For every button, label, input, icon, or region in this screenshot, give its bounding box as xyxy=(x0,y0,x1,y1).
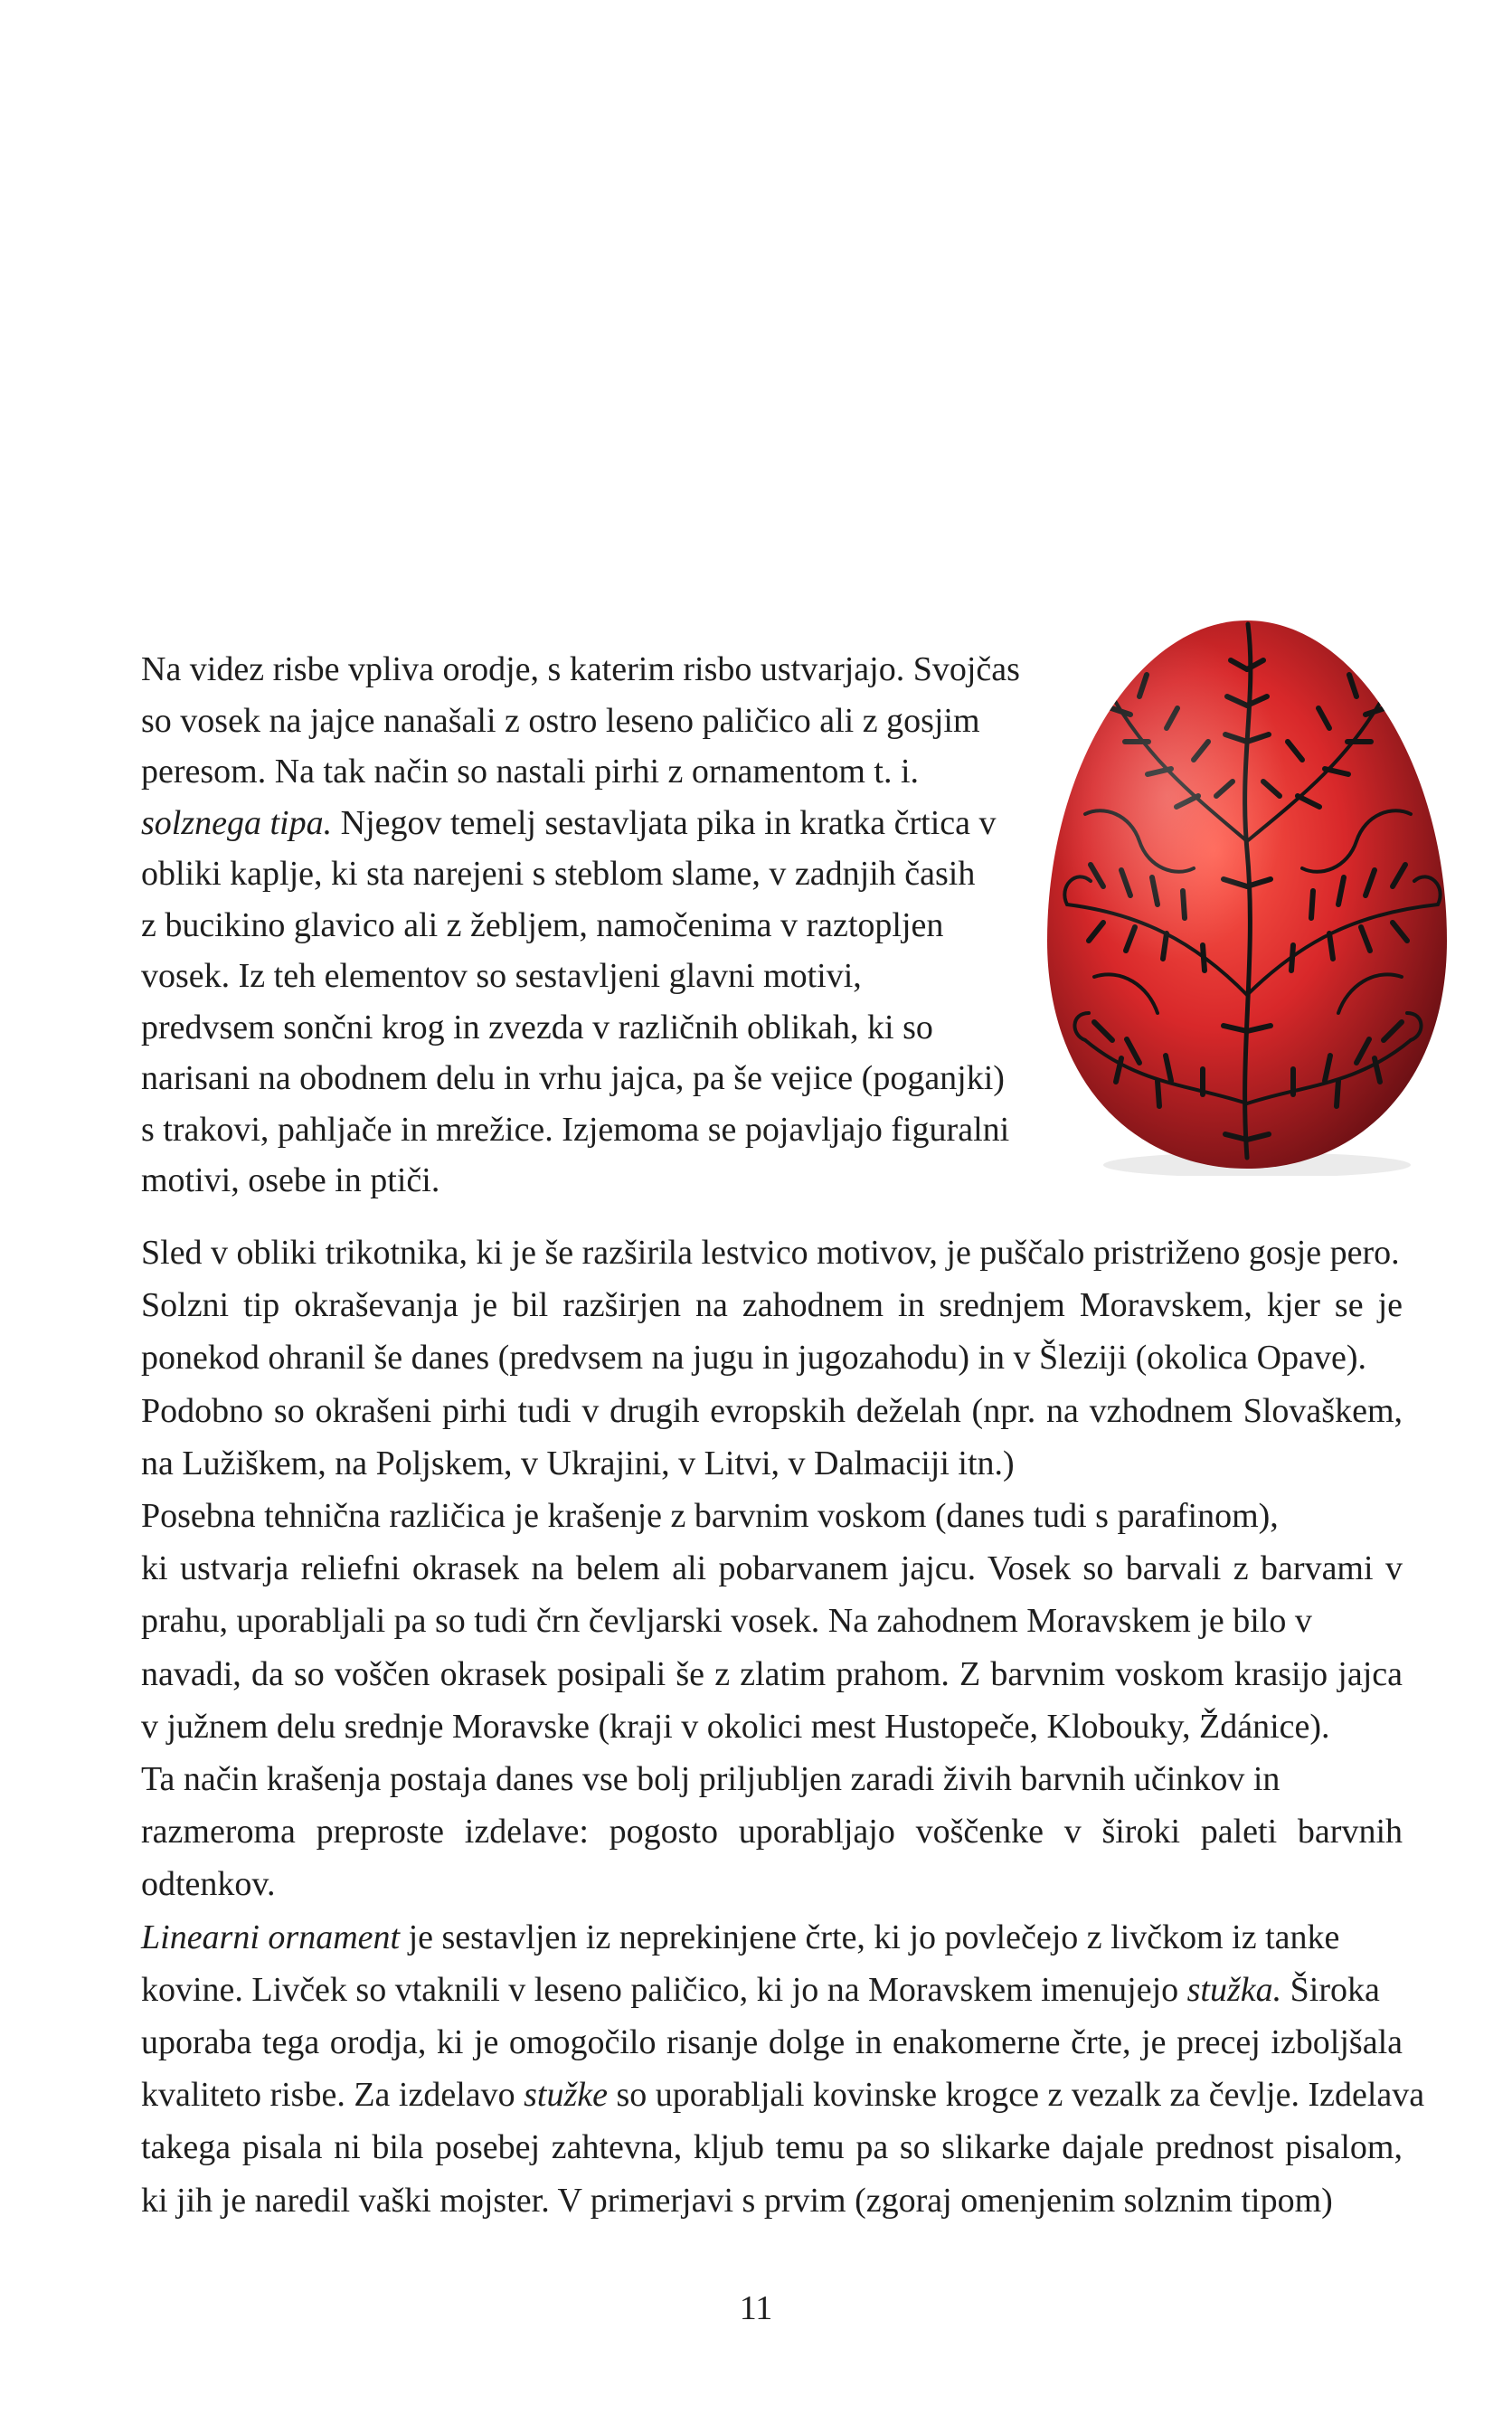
italic-term: Linearni ornament xyxy=(141,1918,401,1956)
text-fragment: kvaliteto risbe. Za izdelavo xyxy=(141,2076,524,2115)
text-line: navadi, da so voščen okrasek posipali še z zlatim prahom. Z barvnim voskom krasijo jajca xyxy=(141,1654,1403,1693)
text-line: prahu, uporabljali pa so tudi črn čevljarski vosek. Na zahodnem Moravskem je bilo v xyxy=(141,1602,1312,1641)
text-line xyxy=(141,798,1045,849)
text-line: predvsem sončni krog in zvezda v različnih oblikah, ki so xyxy=(141,1008,933,1047)
easter-egg-image xyxy=(1031,615,1463,1176)
italic-term: solznega tipa. xyxy=(141,803,333,842)
text-line: narisani na obodnem delu in vrhu jajca, pa še vejice (poganjki) xyxy=(141,1059,1005,1097)
text-line: Na videz risbe vpliva orodje, s katerim risbo ustvarjajo. Svojčas xyxy=(141,650,1020,688)
text-line: motivi, osebe in ptiči. xyxy=(141,1161,440,1199)
text-line xyxy=(141,1964,1403,2016)
text-line: peresom. Na tak način so nastali pirhi z ornamentom t. i. xyxy=(141,753,920,791)
text-line xyxy=(141,1911,1403,1964)
text-line: Posebna tehnična različica je krašenje z barvnim voskom (danes tudi s parafinom), xyxy=(141,1497,1279,1536)
page-number: 11 xyxy=(739,2289,773,2327)
text-line xyxy=(141,2069,1425,2121)
text-line: vosek. Iz teh elementov so sestavljeni glavni motivi, xyxy=(141,957,862,995)
text-line: v južnem delu srednje Moravske (kraji v okolici mest Hustopeče, Klobouky, Ždánice). xyxy=(141,1707,1330,1746)
text-line: odtenkov. xyxy=(141,1865,276,1904)
text-line: na Lužiškem, na Poljskem, v Ukrajini, v Litvi, v Dalmaciji itn.) xyxy=(141,1444,1015,1482)
italic-term: stužke xyxy=(524,2076,608,2115)
main-text xyxy=(141,1226,1425,2227)
text-fragment: Njegov temelj sestavljata pika in kratka črtica v xyxy=(332,803,997,842)
text-line: s trakovi, pahljače in mrežice. Izjemoma se pojavljajo figuralni xyxy=(141,1110,1010,1149)
text-fragment: Široka xyxy=(1281,1970,1380,2009)
text-line: Ta način krašenja postaja danes vse bolj priljubljen zaradi živih barvnih učinkov in xyxy=(141,1760,1280,1799)
text-line: ki ustvarja reliefni okrasek na belem ali pobarvanem jajcu. Vosek so barvali z barvami v xyxy=(141,1549,1403,1588)
text-line: takega pisala ni bila posebej zahtevna, kljub temu pa so slikarke dajale prednost pisalom, xyxy=(141,2128,1403,2167)
text-line: Solzni tip okraševanja je bil razširjen na zahodnem in srednjem Moravskem, kjer se je xyxy=(141,1286,1403,1325)
text-line: so vosek na jajce nanašali z ostro leseno paličico ali z gosjim xyxy=(141,701,980,740)
text-fragment: kovine. Livček so vtaknili v leseno paličico, ki jo na Moravskem imenujejo xyxy=(141,1970,1187,2009)
text-fragment: so uporabljali kovinske krogce z vezalk za čevlje. Izdelava xyxy=(608,2076,1425,2115)
text-line: razmeroma preproste izdelave: pogosto uporabljajo voščenke v široki paleti barvnih xyxy=(141,1813,1403,1852)
italic-term: stužka. xyxy=(1186,1970,1282,2009)
text-line: uporaba tega orodja, ki je omogočilo risanje dolge in enakomerne črte, je precej izboljšala xyxy=(141,2023,1403,2062)
intro-paragraph xyxy=(141,644,1045,1207)
text-line: z bucikino glavico ali z žebljem, namočenima v raztopljen xyxy=(141,905,944,944)
text-line: ki jih je naredil vaški mojster. V primerjavi s prvim (zgoraj omenjenim solznim tipom) xyxy=(141,2181,1333,2220)
text-fragment: je sestavljen iz neprekinjene črte, ki jo povlečejo z livčkom iz tanke xyxy=(400,1918,1340,1956)
text-line: obliki kaplje, ki sta narejeni s steblom slame, v zadnjih časih xyxy=(141,855,976,893)
text-line: Sled v obliki trikotnika, ki je še razširila lestvico motivov, je puščalo pristriženo gosje pero. xyxy=(141,1234,1400,1272)
text-line: ponekod ohranil še danes (predvsem na jugu in jugozahodu) in v Šleziji (okolica Opave). xyxy=(141,1339,1366,1378)
text-line: Podobno so okrašeni pirhi tudi v drugih evropskih deželah (npr. na vzhodnem Slovaškem, xyxy=(141,1391,1403,1430)
